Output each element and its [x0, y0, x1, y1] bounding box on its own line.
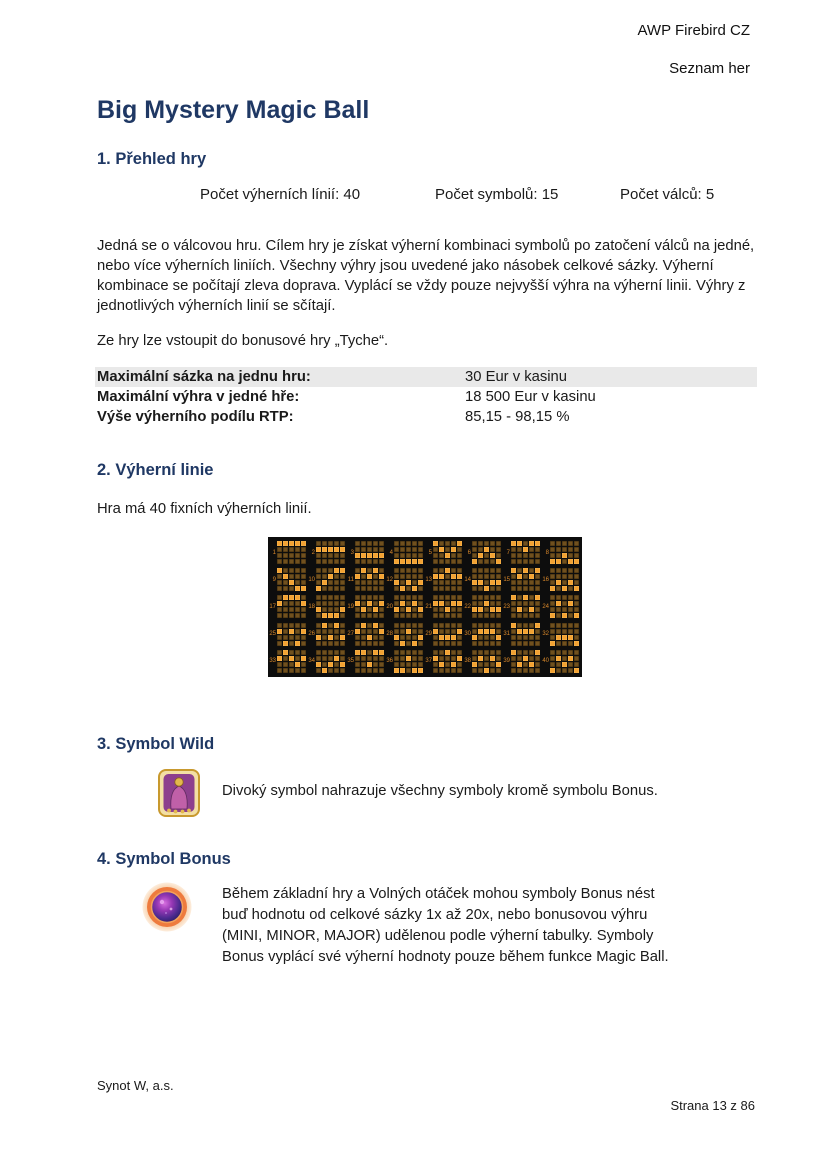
- payline-cell: [269, 593, 308, 620]
- payline-mini-grid: [316, 568, 345, 591]
- payline-mini-grid: [433, 541, 462, 564]
- game-stats-row: [0, 186, 827, 206]
- payline-number: 4: [389, 549, 393, 556]
- payline-mini-grid: [394, 623, 423, 646]
- wild-symbol-icon: [158, 769, 200, 822]
- table-row-value: 85,15 - 98,15 %: [465, 409, 570, 425]
- payline-number: 1: [272, 549, 276, 556]
- payline-number: 11: [347, 576, 354, 583]
- payline-mini-grid: [277, 541, 306, 564]
- bonus-symbol-description: Během základní hry a Volných otáček mohou symboly Bonus nést buď hodnotu od celkové sázky 1x až 20x, nebo bonusovou výhru (MINI, MINOR, MAJOR) udělenou podle výherní tabulky. Symboly Bonus vyplácí své výherní hodnoty pouze během funkce Magic Ball.: [222, 886, 669, 965]
- table-row-value: 30 Eur v kasinu: [465, 369, 567, 385]
- payline-number: 22: [464, 603, 471, 610]
- payline-cell: [464, 566, 503, 593]
- payline-cell: [386, 539, 425, 566]
- table-row-label: Maximální výhra v jedné hře:: [97, 389, 300, 405]
- payline-cell: [308, 621, 347, 648]
- payline-mini-grid: [277, 595, 306, 618]
- payline-mini-grid: [511, 568, 540, 591]
- payline-cell: [542, 539, 581, 566]
- footer-page-number: Strana 13 z 86: [670, 1098, 755, 1113]
- payline-number: 18: [308, 603, 315, 610]
- payline-mini-grid: [511, 595, 540, 618]
- payline-mini-grid: [550, 595, 579, 618]
- payline-mini-grid: [511, 650, 540, 673]
- payline-mini-grid: [550, 650, 579, 673]
- paylines-image: [268, 537, 582, 677]
- payline-mini-grid: [394, 568, 423, 591]
- payline-cell: [503, 539, 542, 566]
- stat-symbols: Počet symbolů: 15: [435, 186, 559, 203]
- payline-mini-grid: [433, 623, 462, 646]
- section2-heading: 2. Výherní linie: [97, 461, 214, 479]
- payline-number: 32: [542, 631, 549, 638]
- section4-heading: 4. Symbol Bonus: [97, 850, 231, 868]
- table-row-label: Maximální sázka na jednu hru:: [97, 369, 311, 385]
- payline-number: 9: [272, 576, 276, 583]
- payline-mini-grid: [472, 650, 501, 673]
- payline-mini-grid: [472, 541, 501, 564]
- payline-cell: [269, 539, 308, 566]
- payline-cell: [308, 566, 347, 593]
- wild-symbol-description: Divoký symbol nahrazuje všechny symboly kromě symbolu Bonus.: [222, 783, 658, 799]
- payline-number: 39: [503, 658, 510, 665]
- payline-mini-grid: [511, 541, 540, 564]
- payline-number: 24: [542, 603, 549, 610]
- payline-cell: [269, 621, 308, 648]
- payline-cell: [503, 593, 542, 620]
- payline-mini-grid: [550, 541, 579, 564]
- payline-cell: [308, 648, 347, 675]
- payline-mini-grid: [277, 568, 306, 591]
- payline-number: 7: [506, 549, 510, 556]
- payline-mini-grid: [277, 623, 306, 646]
- payline-mini-grid: [433, 568, 462, 591]
- bonus-game-note: Ze hry lze vstoupit do bonusové hry „Tyche“.: [97, 333, 389, 349]
- payline-mini-grid: [316, 541, 345, 564]
- payline-cell: [347, 648, 386, 675]
- payline-cell: [347, 539, 386, 566]
- betting-table-row: [95, 387, 757, 407]
- payline-mini-grid: [394, 650, 423, 673]
- payline-mini-grid: [316, 623, 345, 646]
- payline-cell: [464, 621, 503, 648]
- payline-number: 29: [425, 631, 432, 638]
- betting-limits-table: [95, 367, 757, 427]
- payline-cell: [425, 648, 464, 675]
- payline-cell: [347, 566, 386, 593]
- payline-cell: [503, 566, 542, 593]
- payline-number: 30: [464, 631, 471, 638]
- payline-number: 33: [269, 658, 276, 665]
- payline-cell: [308, 539, 347, 566]
- payline-mini-grid: [316, 650, 345, 673]
- payline-number: 20: [386, 603, 393, 610]
- stat-reels: Počet válců: 5: [620, 186, 715, 203]
- payline-number: 19: [347, 603, 354, 610]
- payline-cell: [542, 621, 581, 648]
- payline-number: 31: [503, 631, 510, 638]
- payline-cell: [464, 539, 503, 566]
- payline-mini-grid: [511, 623, 540, 646]
- payline-number: 8: [545, 549, 549, 556]
- payline-cell: [425, 621, 464, 648]
- payline-mini-grid: [355, 568, 384, 591]
- payline-number: 21: [425, 603, 432, 610]
- payline-cell: [425, 593, 464, 620]
- page-title: Big Mystery Magic Ball: [97, 96, 370, 124]
- betting-table-row: [95, 407, 757, 427]
- payline-number: 16: [542, 576, 549, 583]
- payline-number: 2: [311, 549, 315, 556]
- footer-company: Synot W, a.s.: [97, 1078, 174, 1093]
- payline-number: 12: [386, 576, 393, 583]
- payline-mini-grid: [394, 595, 423, 618]
- payline-number: 35: [347, 658, 354, 665]
- payline-cell: [503, 621, 542, 648]
- payline-mini-grid: [355, 595, 384, 618]
- payline-number: 27: [347, 631, 354, 638]
- payline-number: 40: [542, 658, 549, 665]
- payline-cell: [425, 566, 464, 593]
- payline-cell: [464, 593, 503, 620]
- payline-number: 10: [308, 576, 315, 583]
- payline-cell: [269, 648, 308, 675]
- payline-cell: [542, 566, 581, 593]
- section3-heading: 3. Symbol Wild: [97, 735, 215, 753]
- payline-number: 14: [464, 576, 471, 583]
- payline-mini-grid: [355, 623, 384, 646]
- payline-cell: [269, 566, 308, 593]
- payline-number: 17: [269, 603, 276, 610]
- payline-mini-grid: [472, 568, 501, 591]
- payline-number: 13: [425, 576, 432, 583]
- payline-number: 5: [428, 549, 432, 556]
- payline-cell: [308, 593, 347, 620]
- payline-number: 26: [308, 631, 315, 638]
- section1-heading: 1. Přehled hry: [97, 150, 207, 168]
- stat-paylines: Počet výherních línií: 40: [200, 186, 361, 203]
- payline-mini-grid: [316, 595, 345, 618]
- payline-number: 15: [503, 576, 510, 583]
- payline-cell: [386, 648, 425, 675]
- payline-mini-grid: [472, 595, 501, 618]
- payline-mini-grid: [433, 650, 462, 673]
- payline-mini-grid: [277, 650, 306, 673]
- header-subtitle: Seznam her: [669, 60, 750, 77]
- payline-cell: [464, 648, 503, 675]
- payline-mini-grid: [550, 623, 579, 646]
- header-app-title: AWP Firebird CZ: [637, 22, 750, 39]
- payline-number: 34: [308, 658, 315, 665]
- payline-number: 25: [269, 631, 276, 638]
- betting-table-row: [95, 367, 757, 387]
- payline-cell: [386, 566, 425, 593]
- payline-number: 38: [464, 658, 471, 665]
- payline-mini-grid: [355, 650, 384, 673]
- payline-mini-grid: [550, 568, 579, 591]
- payline-cell: [503, 648, 542, 675]
- payline-cell: [425, 539, 464, 566]
- payline-number: 37: [425, 658, 432, 665]
- payline-mini-grid: [394, 541, 423, 564]
- payline-mini-grid: [472, 623, 501, 646]
- payline-cell: [542, 593, 581, 620]
- game-description-paragraph: Jedná se o válcovou hru. Cílem hry je získat výherní kombinaci symbolů po zatočení válců na jedné, nebo více výherních liniích. Všechny výhry jsou uvedené jako násobek celkové sázky. Výherní kombinace se počítají zleva doprava. Vyplácí se vždy pouze nejvyšší výhra na výherní linii. Výhry z jednotlivých výherních linií se sčítají.: [97, 238, 755, 314]
- payline-number: 3: [350, 549, 354, 556]
- paylines-count-paragraph: Hra má 40 fixních výherních linií.: [97, 501, 312, 517]
- table-row-label: Výše výherního podílu RTP:: [97, 409, 294, 425]
- payline-mini-grid: [433, 595, 462, 618]
- payline-cell: [542, 648, 581, 675]
- payline-cell: [386, 621, 425, 648]
- payline-number: 36: [386, 658, 393, 665]
- payline-mini-grid: [355, 541, 384, 564]
- payline-number: 23: [503, 603, 510, 610]
- table-row-value: 18 500 Eur v kasinu: [465, 389, 596, 405]
- payline-cell: [347, 593, 386, 620]
- payline-number: 6: [467, 549, 471, 556]
- payline-cell: [347, 621, 386, 648]
- payline-number: 28: [386, 631, 393, 638]
- payline-cell: [386, 593, 425, 620]
- bonus-symbol-icon: [141, 881, 193, 938]
